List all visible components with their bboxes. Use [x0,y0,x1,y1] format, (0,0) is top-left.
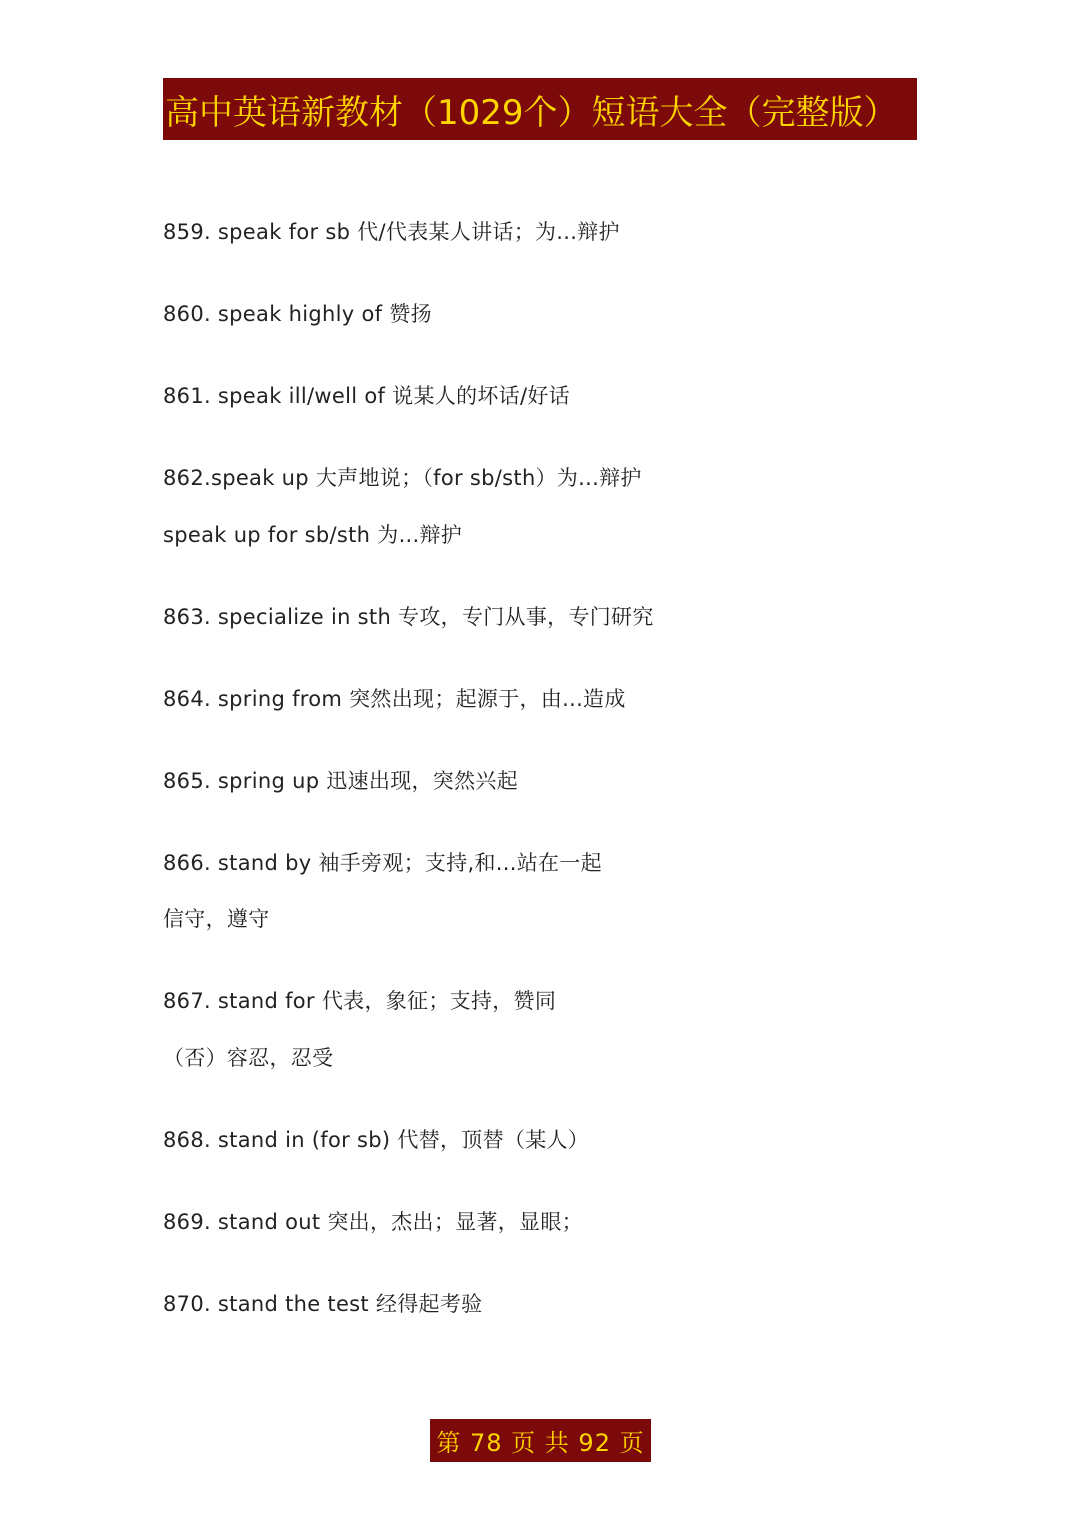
document-title-banner [163,78,917,140]
phrase-entry-continuation: （否）容忍，忍受 [163,1046,334,1070]
phrase-entry: 864. spring from 突然出现；起源于，由...造成 [163,687,626,711]
phrase-entry-continuation: speak up for sb/sth 为...辩护 [163,523,463,547]
phrase-entry: 860. speak highly of 赞扬 [163,302,432,326]
phrase-entry: 865. spring up 迅速出现，突然兴起 [163,769,519,793]
document-title: 高中英语新教材（1029个）短语大全（完整版） [165,92,898,133]
phrase-entry: 870. stand the test 经得起考验 [163,1292,483,1316]
phrase-entry: 869. stand out 突出，杰出；显著，显眼； [163,1210,583,1234]
phrase-entry: 868. stand in (for sb) 代替，顶替（某人） [163,1128,590,1152]
phrase-entry: 861. speak ill/well of 说某人的坏话/好话 [163,384,570,408]
phrase-entry: 866. stand by 袖手旁观；支持,和...站在一起 [163,851,602,875]
phrase-entry: 863. specialize in sth 专攻，专门从事，专门研究 [163,605,654,629]
page-number: 第 78 页 共 92 页 [436,1429,645,1457]
phrase-entry: 859. speak for sb 代/代表某人讲话；为...辩护 [163,220,620,244]
phrase-entry: 867. stand for 代表，象征；支持，赞同 [163,989,557,1013]
phrase-entry: 862.speak up 大声地说；（for sb/sth）为...辩护 [163,466,642,490]
page-number-banner [430,1419,651,1462]
phrase-entry-continuation: 信守，遵守 [163,907,270,931]
